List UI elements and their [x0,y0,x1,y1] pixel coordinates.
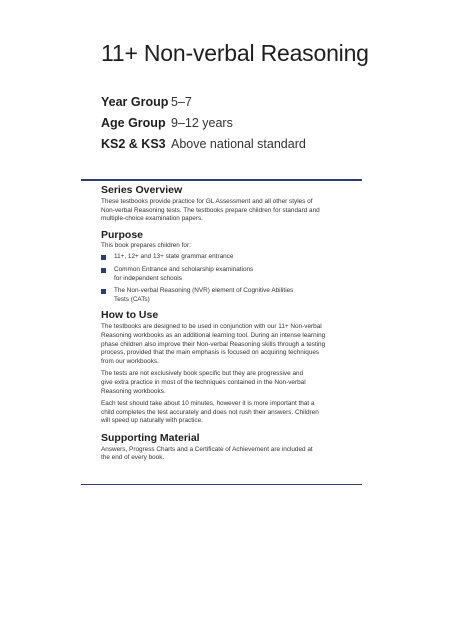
section-how-to-use [101,308,363,426]
section-purpose [101,228,363,305]
section-heading: How to Use [101,309,159,322]
meta-value: 9–12 years [171,115,233,130]
list-item: The Non-verbal Reasoning (NVR) element of Cognitive Abilities Tests (CATs) [101,287,363,304]
section-heading: Supporting Material [101,431,200,444]
meta-table [101,91,306,154]
meta-key: Age Group [101,115,166,130]
meta-key: Year Group [101,94,169,109]
meta-row-age-group [101,112,306,133]
meta-row-key-stage [101,133,306,154]
section-paragraph: Each test should take about 10 minutes, however it is more important that a child completes the test accurately and does not rush their answers. Children will speed up naturally with practice. [101,400,319,425]
section-heading: Series Overview [101,184,183,196]
page-title: 11+ Non-verbal Reasoning [101,40,369,66]
meta-value: 5–7 [171,94,192,109]
meta-value: Above national standard [171,136,306,151]
section-series-overview [101,183,363,224]
section-intro: This book prepares children for: [101,241,191,249]
meta-row-year-group [101,91,306,112]
section-text: These testbooks provide practice for GL Assessment and all other styles of Non-verbal Reasoning tests. The testbooks prepare children for standard and multiple-choice examination papers. [101,198,320,223]
list-item: Common Entrance and scholarship examinations for independent schools [101,266,363,283]
section-paragraph: The testbooks are designed to be used in conjunction with our 11+ Non-verbal Reasoning workbooks as an additional learning tool. During an intense learning phase children also improve their Non-verbal Reasoning skills through a testing process, provided that the main emphasis is focused on acquiring techniques from our workbooks. [101,323,326,365]
section-heading: Purpose [101,228,144,241]
list-item: 11+, 12+ and 13+ state grammar entrance [101,253,363,262]
square-bullet-icon [101,289,106,294]
square-bullet-icon [101,268,106,273]
content-body [101,183,363,463]
section-supporting-material [101,431,363,463]
section-paragraph: The tests are not exclusively book specific but they are progressive and give extra practice in most of the techniques contained in the Non-verbal Reasoning workbooks. [101,370,306,395]
meta-key: KS2 & KS3 [101,136,166,151]
square-bullet-icon [101,255,106,260]
divider-top [81,179,362,181]
purpose-list [101,253,363,304]
divider-bottom [81,484,362,485]
section-text: Answers, Progress Charts and a Certificate of Achievement are included at the end of every book. [101,445,313,462]
